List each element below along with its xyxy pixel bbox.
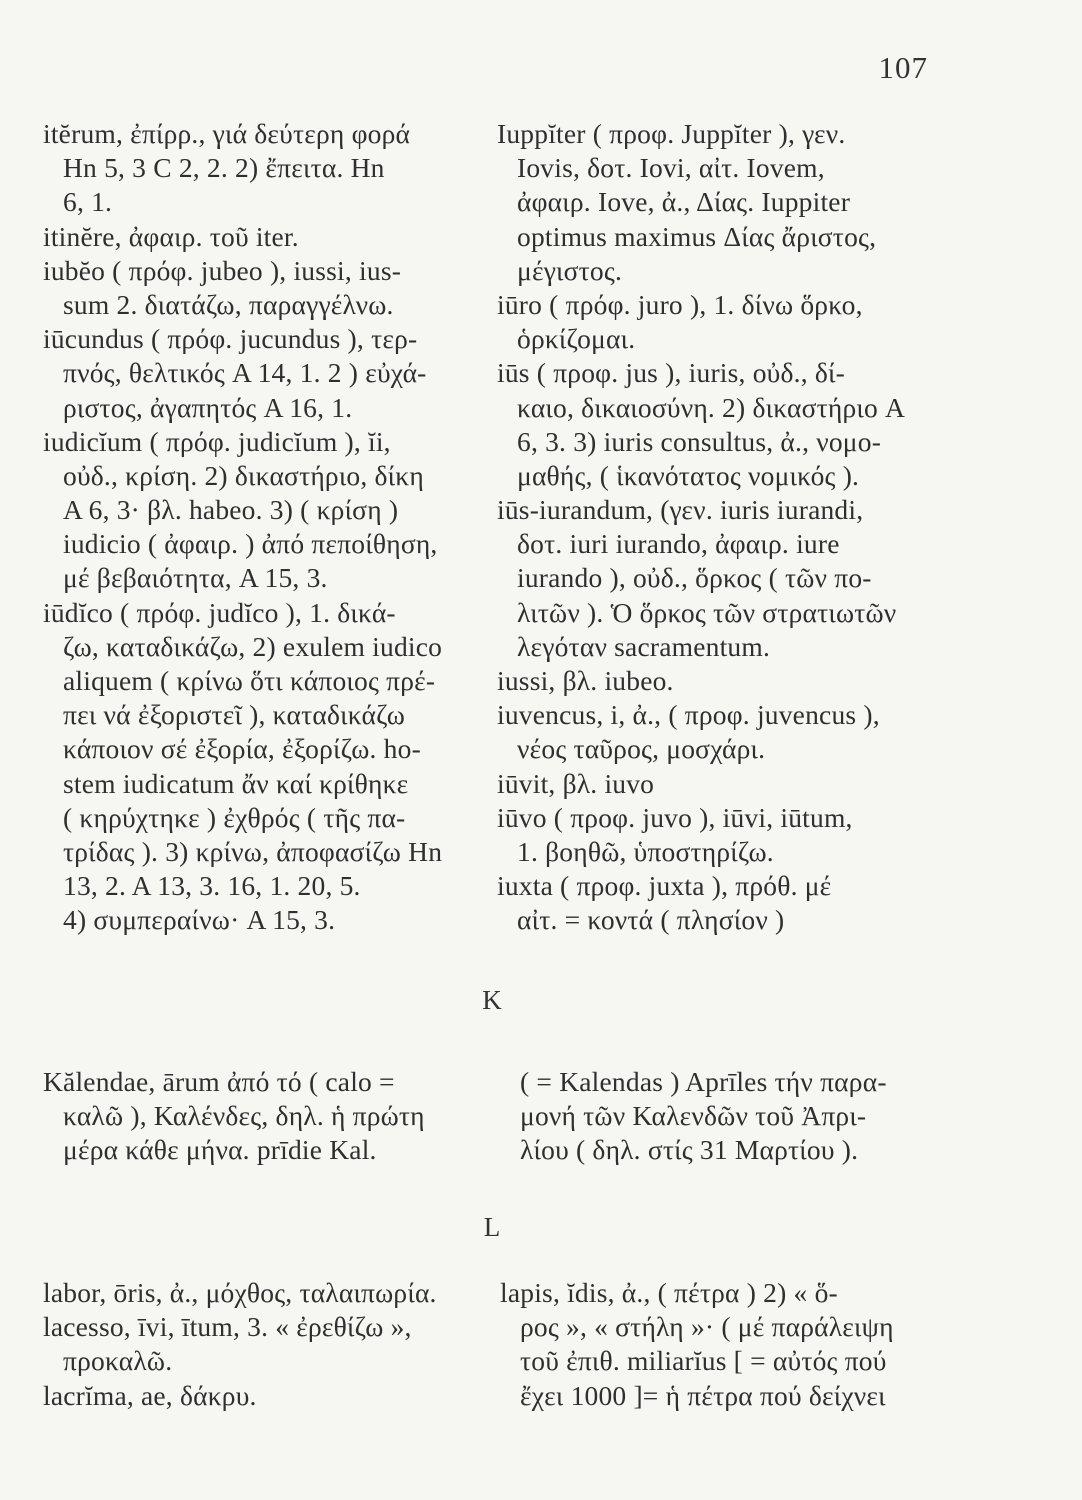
entry-line: ( = Kalendas ) Aprīles τήν παρα-	[520, 1066, 887, 1097]
entry-line: iūs ( προφ. jus ), iuris, οὐδ., δί-	[497, 357, 845, 389]
entry-line: lacrĭma, ae, δάκρυ.	[43, 1379, 257, 1411]
entry-line: iurando ), οὐδ., ὅρκος ( τῶν πο-	[517, 562, 872, 594]
entry-line: Kălendae, ārum ἀπό τό ( calo =	[43, 1066, 395, 1097]
entry-line: 13, 2. A 13, 3. 16, 1. 20, 5.	[63, 870, 361, 902]
section-l-right-column	[500, 1276, 894, 1413]
entry-line: itĕrum, ἐπίρρ., γιά δεύτερη φορά	[43, 118, 411, 149]
entry-line: μέγιστος.	[517, 254, 623, 286]
entry-line: ἔχει 1000 ]= ἡ πέτρα πού δείχνει	[520, 1379, 886, 1411]
block1-left-column	[43, 117, 442, 938]
entry-line: optimus maximus Δίας ἄριστος,	[517, 220, 877, 252]
entry-line: ἀφαιρ. Iove, ἀ., Δίας. Iuppiter	[517, 186, 851, 218]
entry-line: μέρα κάθε μήνα. prīdie Kal.	[63, 1134, 377, 1166]
entry-line: ριστος, ἀγαπητός A 16, 1.	[63, 391, 353, 423]
section-letter-l: L	[483, 1212, 501, 1242]
entry-line: iūvit, βλ. iuvo	[497, 767, 655, 799]
entry-line: λεγόταν sacramentum.	[517, 630, 771, 662]
entry-line: ὁρκίζομαι.	[517, 323, 636, 355]
entry-line: αἰτ. = κοντά ( πλησίον )	[517, 904, 785, 936]
entry-line: κάποιον σέ ἐξορία, ἐξορίζω. ho-	[63, 733, 421, 765]
entry-line: 6, 3. 3) iuris consultus, ἀ., νομο-	[517, 425, 882, 457]
block1-right-column	[497, 117, 905, 938]
entry-line: Iuppĭter ( προφ. Juppĭter ), γεν.	[497, 118, 846, 149]
entry-line: τρίδας ). 3) κρίνω, ἀποφασίζω Hn	[63, 835, 443, 867]
entry-line: iūdĭco ( πρόφ. judĭco ), 1. δικά-	[43, 596, 396, 628]
entry-line: iuxta ( προφ. juxta ), πρόθ. μέ	[497, 870, 832, 902]
entry-line: iuvencus, i, ἀ., ( προφ. juvencus ),	[497, 699, 880, 731]
section-k-right-column	[500, 1065, 887, 1168]
entry-line: iudicio ( ἀφαιρ. ) ἀπό πεποίθηση,	[63, 528, 438, 560]
entry-line: 6, 1.	[63, 186, 113, 218]
entry-line: 1. βοηθῶ, ὑποστηρίζω.	[517, 835, 774, 867]
entry-line: iūs-iurandum, (γεν. iuris iurandi,	[497, 494, 864, 526]
entry-line: τοῦ ἐπιθ. miliarĭus [ = αὐτός πού	[520, 1345, 887, 1377]
entry-line: stem iudicatum ἄν καί κρίθηκε	[63, 767, 409, 799]
entry-line: πει νά ἐξοριστεῖ ), καταδικάζω	[63, 699, 406, 731]
entry-line: itinĕre, ἀφαιρ. τοῦ iter.	[43, 220, 299, 252]
entry-line: iussi, βλ. iubeo.	[497, 665, 674, 696]
entry-line: Iovis, δοτ. Iovi, αἰτ. Iovem,	[517, 152, 825, 184]
entry-line: iudicĭum ( πρόφ. judicĭum ), ĭi,	[43, 425, 391, 457]
entry-line: νέος ταῦρος, μοσχάρι.	[517, 733, 766, 765]
section-l-left-column	[43, 1276, 437, 1413]
entry-line: μαθής, ( ἱκανότατος νομικός ).	[517, 459, 860, 491]
entry-line: labor, ōris, ἀ., μόχθος, ταλαιπωρία.	[43, 1277, 437, 1308]
section-k-left-column	[43, 1065, 425, 1168]
entry-line: μέ βεβαιότητα, A 15, 3.	[63, 562, 328, 594]
entry-line: iūvo ( προφ. juvo ), iūvi, iūtum,	[497, 801, 853, 833]
entry-line: sum 2. διατάζω, παραγγέλνω.	[63, 288, 394, 320]
entry-line: iūro ( πρόφ. juro ), 1. δίνω ὅρκο,	[497, 288, 863, 320]
entry-line: καιο, δικαιοσύνη. 2) δικαστήριο A	[517, 391, 906, 423]
entry-line: A 6, 3· βλ. habeo. 3) ( κρίση )	[63, 494, 399, 526]
entry-line: μονή τῶν Καλενδῶν τοῦ Ἀπρι-	[520, 1100, 867, 1132]
entry-line: οὐδ., κρίση. 2) δικαστήριο, δίκη	[63, 459, 424, 491]
entry-line: iūcundus ( πρόφ. jucundus ), τερ-	[43, 323, 418, 355]
entry-line: δοτ. iuri iurando, ἀφαιρ. iure	[517, 528, 840, 560]
entry-line: ρος », « στήλη »· ( μέ παράλειψη	[520, 1311, 894, 1343]
entry-line: Hn 5, 3 C 2, 2. 2) ἔπειτα. Hn	[63, 152, 385, 184]
entry-line: lapis, ĭdis, ἀ., ( πέτρα ) 2) « ὅ-	[500, 1277, 838, 1308]
entry-line: ( κηρύχτηκε ) ἐχθρός ( τῆς πα-	[63, 801, 406, 833]
entry-line: καλῶ ), Καλένδες, δηλ. ἡ πρώτη	[63, 1100, 425, 1132]
entry-line: προκαλῶ.	[63, 1345, 173, 1377]
entry-line: iubĕo ( πρόφ. jubeo ), iussi, ius-	[43, 254, 402, 286]
page-number: 107	[878, 50, 928, 85]
entry-line: ζω, καταδικάζω, 2) exulem iudico	[63, 630, 443, 662]
entry-line: 4) συμπεραίνω· A 15, 3.	[63, 904, 336, 936]
entry-line: πνός, θελτικός A 14, 1. 2 ) εὐχά-	[63, 357, 427, 389]
entry-line: aliquem ( κρίνω ὅτι κάποιος πρέ-	[63, 665, 436, 696]
entry-line: λιτῶν ). Ὁ ὅρκος τῶν στρατιωτῶν	[517, 596, 897, 628]
entry-line: λίου ( δηλ. στίς 31 Μαρτίου ).	[520, 1134, 859, 1166]
section-letter-k: K	[482, 985, 502, 1015]
entry-line: lacesso, īvi, ītum, 3. « ἐρεθίζω »,	[43, 1311, 412, 1343]
